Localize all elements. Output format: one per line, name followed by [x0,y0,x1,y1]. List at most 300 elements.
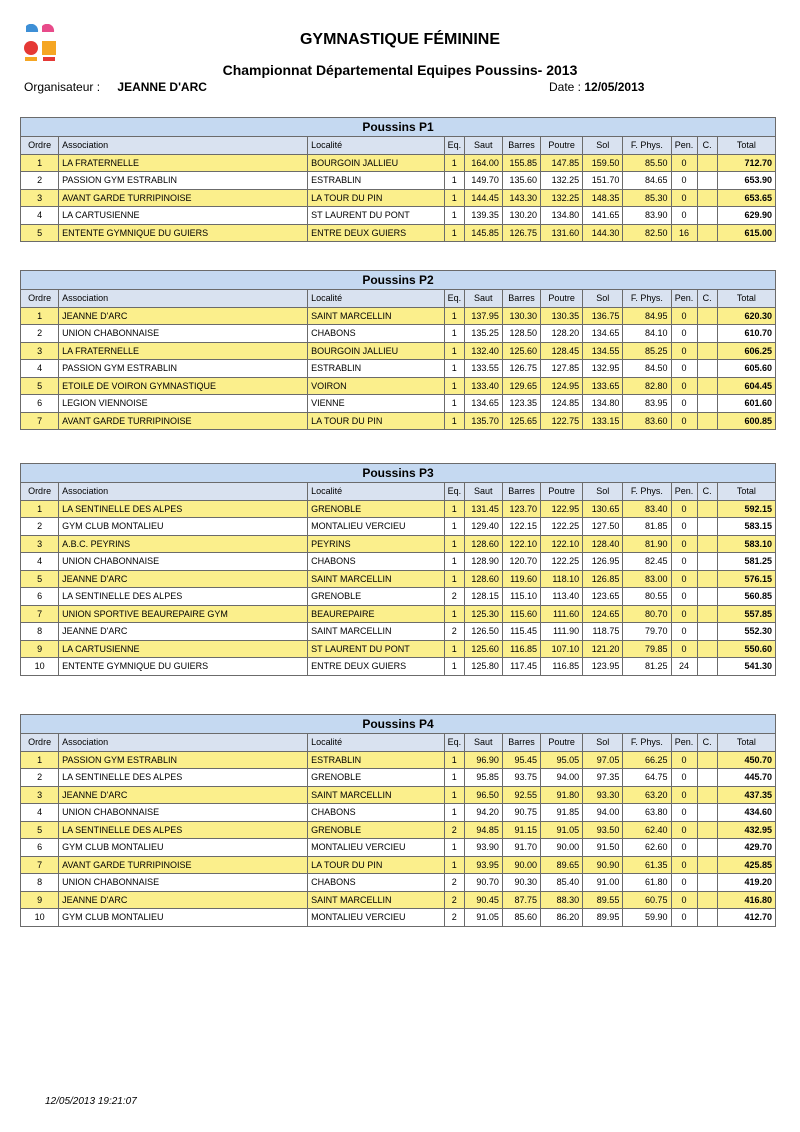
cell-c [697,856,717,874]
cell-total: 620.30 [717,307,775,325]
cell-poutre: 122.25 [541,518,583,536]
cell-penalite: 0 [671,874,697,892]
cell-saut: 95.85 [464,769,502,787]
column-header-row [21,290,776,308]
organizer [24,80,207,94]
cell-saut: 90.70 [464,874,502,892]
date-label: Date : [549,80,582,94]
cell-sol: 144.30 [583,224,623,242]
cell-sol: 94.00 [583,804,623,822]
cell-poutre: 124.85 [541,395,583,413]
cell-penalite: 0 [671,325,697,343]
cell-poutre: 122.25 [541,553,583,571]
cell-association: GYM CLUB MONTALIEU [59,839,308,857]
cell-barres: 120.70 [502,553,540,571]
cell-c [697,640,717,658]
cell-barres: 115.10 [502,588,540,606]
cell-ordre: 7 [21,412,59,430]
cell-barres: 117.45 [502,658,540,676]
cell-penalite: 0 [671,821,697,839]
cell-barres: 93.75 [502,769,540,787]
cell-f-phys: 66.25 [623,751,671,769]
column-header-ordre: Ordre [21,137,59,155]
cell-barres: 90.75 [502,804,540,822]
cell-saut: 133.55 [464,360,502,378]
cell-association: JEANNE D'ARC [59,570,308,588]
table-row [21,605,776,623]
cell-f-phys: 63.20 [623,786,671,804]
cell-penalite: 0 [671,342,697,360]
cell-poutre: 95.05 [541,751,583,769]
column-header-total: Total [717,483,775,501]
cell-f-phys: 82.80 [623,377,671,395]
cell-poutre: 88.30 [541,891,583,909]
cell-c [697,909,717,927]
cell-ordre: 10 [21,909,59,927]
cell-ordre: 7 [21,856,59,874]
table-row [21,891,776,909]
cell-localite: CHABONS [308,804,445,822]
table-row [21,839,776,857]
cell-sol: 151.70 [583,172,623,190]
cell-penalite: 0 [671,189,697,207]
cell-ordre: 1 [21,751,59,769]
cell-equipe: 1 [444,189,464,207]
cell-c [697,623,717,641]
cell-saut: 128.90 [464,553,502,571]
cell-equipe: 1 [444,412,464,430]
cell-c [697,786,717,804]
column-header-c: C. [697,137,717,155]
cell-poutre: 128.20 [541,325,583,343]
cell-penalite: 0 [671,535,697,553]
cell-ordre: 9 [21,891,59,909]
table-row [21,640,776,658]
cell-saut: 129.40 [464,518,502,536]
cell-f-phys: 83.00 [623,570,671,588]
cell-poutre: 122.10 [541,535,583,553]
cell-equipe: 1 [444,553,464,571]
cell-association: PASSION GYM ESTRABLIN [59,172,308,190]
cell-total: 557.85 [717,605,775,623]
table-row [21,500,776,518]
cell-saut: 139.35 [464,207,502,225]
cell-saut: 135.70 [464,412,502,430]
cell-ordre: 3 [21,786,59,804]
cell-association: JEANNE D'ARC [59,623,308,641]
cell-penalite: 0 [671,623,697,641]
cell-total: 606.25 [717,342,775,360]
cell-poutre: 113.40 [541,588,583,606]
cell-localite: BEAUREPAIRE [308,605,445,623]
cell-total: 445.70 [717,769,775,787]
cell-ordre: 8 [21,874,59,892]
cell-ordre: 4 [21,360,59,378]
cell-sol: 123.95 [583,658,623,676]
cell-sol: 97.05 [583,751,623,769]
column-header-saut: Saut [464,734,502,752]
cell-c [697,769,717,787]
table-row [21,535,776,553]
cell-localite: BOURGOIN JALLIEU [308,154,445,172]
cell-association: ETOILE DE VOIRON GYMNASTIQUE [59,377,308,395]
cell-association: PASSION GYM ESTRABLIN [59,751,308,769]
cell-f-phys: 83.40 [623,500,671,518]
cell-equipe: 1 [444,154,464,172]
cell-equipe: 1 [444,658,464,676]
cell-equipe: 1 [444,570,464,588]
cell-localite: SAINT MARCELLIN [308,623,445,641]
cell-penalite: 16 [671,224,697,242]
cell-f-phys: 64.75 [623,769,671,787]
table-row [21,189,776,207]
column-header-association: Association [59,137,308,155]
table-row [21,395,776,413]
cell-localite: VOIRON [308,377,445,395]
cell-c [697,412,717,430]
column-header-f-phys: F. Phys. [623,137,671,155]
cell-saut: 90.45 [464,891,502,909]
cell-association: JEANNE D'ARC [59,307,308,325]
table-row [21,154,776,172]
column-header-poutre: Poutre [541,290,583,308]
table-row [21,874,776,892]
cell-saut: 145.85 [464,224,502,242]
column-header-association: Association [59,483,308,501]
cell-ordre: 3 [21,189,59,207]
cell-c [697,325,717,343]
cell-poutre: 118.10 [541,570,583,588]
cell-sol: 89.95 [583,909,623,927]
cell-barres: 126.75 [502,360,540,378]
cell-f-phys: 82.50 [623,224,671,242]
cell-penalite: 24 [671,658,697,676]
cell-association: AVANT GARDE TURRIPINOISE [59,856,308,874]
cell-sol: 134.55 [583,342,623,360]
cell-association: LA FRATERNELLE [59,154,308,172]
cell-association: AVANT GARDE TURRIPINOISE [59,189,308,207]
cell-sol: 123.65 [583,588,623,606]
column-header-f-phys: F. Phys. [623,734,671,752]
cell-c [697,342,717,360]
cell-f-phys: 81.25 [623,658,671,676]
cell-c [697,804,717,822]
cell-equipe: 1 [444,839,464,857]
cell-sol: 148.35 [583,189,623,207]
cell-sol: 91.00 [583,874,623,892]
column-header-equipe: Eq. [444,483,464,501]
cell-ordre: 9 [21,640,59,658]
column-header-barres: Barres [502,734,540,752]
column-header-total: Total [717,290,775,308]
table-row [21,553,776,571]
cell-total: 425.85 [717,856,775,874]
cell-equipe: 2 [444,623,464,641]
cell-equipe: 1 [444,769,464,787]
cell-ordre: 3 [21,342,59,360]
cell-barres: 125.60 [502,342,540,360]
section-title: Poussins P1 [21,118,776,137]
cell-saut: 125.80 [464,658,502,676]
cell-saut: 91.05 [464,909,502,927]
column-header-sol: Sol [583,290,623,308]
cell-penalite: 0 [671,570,697,588]
cell-penalite: 0 [671,207,697,225]
cell-total: 615.00 [717,224,775,242]
cell-barres: 115.60 [502,605,540,623]
cell-barres: 135.60 [502,172,540,190]
cell-f-phys: 60.75 [623,891,671,909]
cell-penalite: 0 [671,891,697,909]
cell-localite: CHABONS [308,553,445,571]
column-header-row [21,734,776,752]
cell-total: 583.15 [717,518,775,536]
cell-localite: ESTRABLIN [308,172,445,190]
cell-localite: VIENNE [308,395,445,413]
cell-association: LA CARTUSIENNE [59,640,308,658]
cell-association: GYM CLUB MONTALIEU [59,518,308,536]
cell-total: 610.70 [717,325,775,343]
cell-c [697,839,717,857]
cell-poutre: 134.80 [541,207,583,225]
cell-total: 419.20 [717,874,775,892]
results-table [20,117,776,242]
cell-saut: 93.95 [464,856,502,874]
table-row [21,325,776,343]
cell-localite: CHABONS [308,325,445,343]
cell-c [697,224,717,242]
column-header-association: Association [59,734,308,752]
cell-ordre: 5 [21,821,59,839]
cell-localite: SAINT MARCELLIN [308,891,445,909]
cell-equipe: 1 [444,605,464,623]
column-header-ordre: Ordre [21,734,59,752]
cell-sol: 124.65 [583,605,623,623]
cell-ordre: 7 [21,605,59,623]
cell-penalite: 0 [671,839,697,857]
cell-penalite: 0 [671,856,697,874]
cell-localite: ST LAURENT DU PONT [308,207,445,225]
section-poussins-p3 [20,463,776,676]
cell-saut: 94.20 [464,804,502,822]
cell-f-phys: 80.55 [623,588,671,606]
column-header-poutre: Poutre [541,137,583,155]
cell-f-phys: 84.10 [623,325,671,343]
cell-sol: 136.75 [583,307,623,325]
cell-sol: 159.50 [583,154,623,172]
cell-barres: 126.75 [502,224,540,242]
cell-f-phys: 84.65 [623,172,671,190]
cell-total: 412.70 [717,909,775,927]
cell-equipe: 1 [444,307,464,325]
cell-total: 434.60 [717,804,775,822]
table-row [21,518,776,536]
column-header-ordre: Ordre [21,290,59,308]
cell-c [697,605,717,623]
cell-saut: 125.60 [464,640,502,658]
section-title: Poussins P4 [21,715,776,734]
cell-f-phys: 83.95 [623,395,671,413]
column-header-saut: Saut [464,483,502,501]
cell-total: 416.80 [717,891,775,909]
column-header-poutre: Poutre [541,734,583,752]
cell-poutre: 85.40 [541,874,583,892]
cell-c [697,500,717,518]
cell-saut: 126.50 [464,623,502,641]
cell-localite: GRENOBLE [308,588,445,606]
cell-association: LA CARTUSIENNE [59,207,308,225]
cell-poutre: 147.85 [541,154,583,172]
cell-c [697,207,717,225]
cell-ordre: 2 [21,769,59,787]
date-value: 12/05/2013 [584,80,645,94]
cell-total: 600.85 [717,412,775,430]
column-header-row [21,137,776,155]
cell-poutre: 111.90 [541,623,583,641]
cell-saut: 131.45 [464,500,502,518]
cell-total: 432.95 [717,821,775,839]
cell-association: LA SENTINELLE DES ALPES [59,769,308,787]
cell-saut: 94.85 [464,821,502,839]
cell-association: LEGION VIENNOISE [59,395,308,413]
cell-localite: GRENOBLE [308,500,445,518]
cell-association: A.B.C. PEYRINS [59,535,308,553]
cell-barres: 129.65 [502,377,540,395]
cell-barres: 85.60 [502,909,540,927]
cell-penalite: 0 [671,786,697,804]
cell-total: 592.15 [717,500,775,518]
cell-localite: ESTRABLIN [308,751,445,769]
cell-association: JEANNE D'ARC [59,786,308,804]
cell-association: UNION CHABONNAISE [59,874,308,892]
section-poussins-p2 [20,270,776,430]
cell-association: LA FRATERNELLE [59,342,308,360]
cell-barres: 87.75 [502,891,540,909]
table-row [21,307,776,325]
page-title: GYMNASTIQUE FÉMININE [299,31,500,48]
results-table [20,714,776,927]
cell-saut: 128.15 [464,588,502,606]
cell-ordre: 2 [21,518,59,536]
cell-total: 605.60 [717,360,775,378]
cell-sol: 133.15 [583,412,623,430]
cell-f-phys: 85.30 [623,189,671,207]
cell-equipe: 2 [444,891,464,909]
table-row [21,821,776,839]
cell-f-phys: 80.70 [623,605,671,623]
cell-poutre: 91.85 [541,804,583,822]
cell-f-phys: 85.50 [623,154,671,172]
cell-total: 712.70 [717,154,775,172]
cell-barres: 123.35 [502,395,540,413]
cell-poutre: 122.95 [541,500,583,518]
cell-ordre: 6 [21,395,59,413]
cell-total: 552.30 [717,623,775,641]
column-header-saut: Saut [464,137,502,155]
cell-poutre: 90.00 [541,839,583,857]
table-row [21,172,776,190]
cell-c [697,172,717,190]
cell-ordre: 10 [21,658,59,676]
table-row [21,360,776,378]
cell-total: 653.90 [717,172,775,190]
column-header-association: Association [59,290,308,308]
cell-barres: 130.20 [502,207,540,225]
cell-poutre: 107.10 [541,640,583,658]
cell-association: ENTENTE GYMNIQUE DU GUIERS [59,224,308,242]
cell-penalite: 0 [671,377,697,395]
cell-penalite: 0 [671,395,697,413]
cell-association: UNION CHABONNAISE [59,325,308,343]
column-header-equipe: Eq. [444,137,464,155]
cell-poutre: 127.85 [541,360,583,378]
cell-penalite: 0 [671,588,697,606]
cell-poutre: 122.75 [541,412,583,430]
cell-barres: 91.15 [502,821,540,839]
cell-ordre: 6 [21,839,59,857]
cell-penalite: 0 [671,154,697,172]
cell-localite: ENTRE DEUX GUIERS [308,224,445,242]
cell-association: GYM CLUB MONTALIEU [59,909,308,927]
cell-ordre: 5 [21,570,59,588]
cell-equipe: 2 [444,874,464,892]
cell-saut: 125.30 [464,605,502,623]
cell-total: 629.90 [717,207,775,225]
cell-association: PASSION GYM ESTRABLIN [59,360,308,378]
cell-total: 541.30 [717,658,775,676]
cell-barres: 122.10 [502,535,540,553]
cell-equipe: 1 [444,535,464,553]
cell-saut: 132.40 [464,342,502,360]
cell-penalite: 0 [671,412,697,430]
cell-sol: 130.65 [583,500,623,518]
cell-sol: 121.20 [583,640,623,658]
column-header-sol: Sol [583,483,623,501]
cell-barres: 128.50 [502,325,540,343]
cell-c [697,377,717,395]
cell-localite: CHABONS [308,874,445,892]
cell-association: UNION CHABONNAISE [59,553,308,571]
cell-ordre: 4 [21,804,59,822]
table-row [21,207,776,225]
cell-barres: 155.85 [502,154,540,172]
cell-ordre: 2 [21,325,59,343]
table-row [21,412,776,430]
section-poussins-p4 [20,714,776,927]
column-header-localite: Localité [308,734,445,752]
cell-saut: 164.00 [464,154,502,172]
cell-penalite: 0 [671,307,697,325]
cell-ordre: 4 [21,207,59,225]
cell-localite: PEYRINS [308,535,445,553]
table-row [21,786,776,804]
cell-localite: MONTALIEU VERCIEU [308,839,445,857]
cell-barres: 143.30 [502,189,540,207]
cell-f-phys: 63.80 [623,804,671,822]
cell-localite: LA TOUR DU PIN [308,412,445,430]
cell-sol: 118.75 [583,623,623,641]
cell-total: 653.65 [717,189,775,207]
cell-penalite: 0 [671,769,697,787]
cell-c [697,360,717,378]
cell-equipe: 1 [444,207,464,225]
cell-sol: 126.95 [583,553,623,571]
organizer-value: JEANNE D'ARC [117,80,207,94]
cell-c [697,570,717,588]
column-header-ordre: Ordre [21,483,59,501]
cell-c [697,395,717,413]
cell-ordre: 1 [21,154,59,172]
